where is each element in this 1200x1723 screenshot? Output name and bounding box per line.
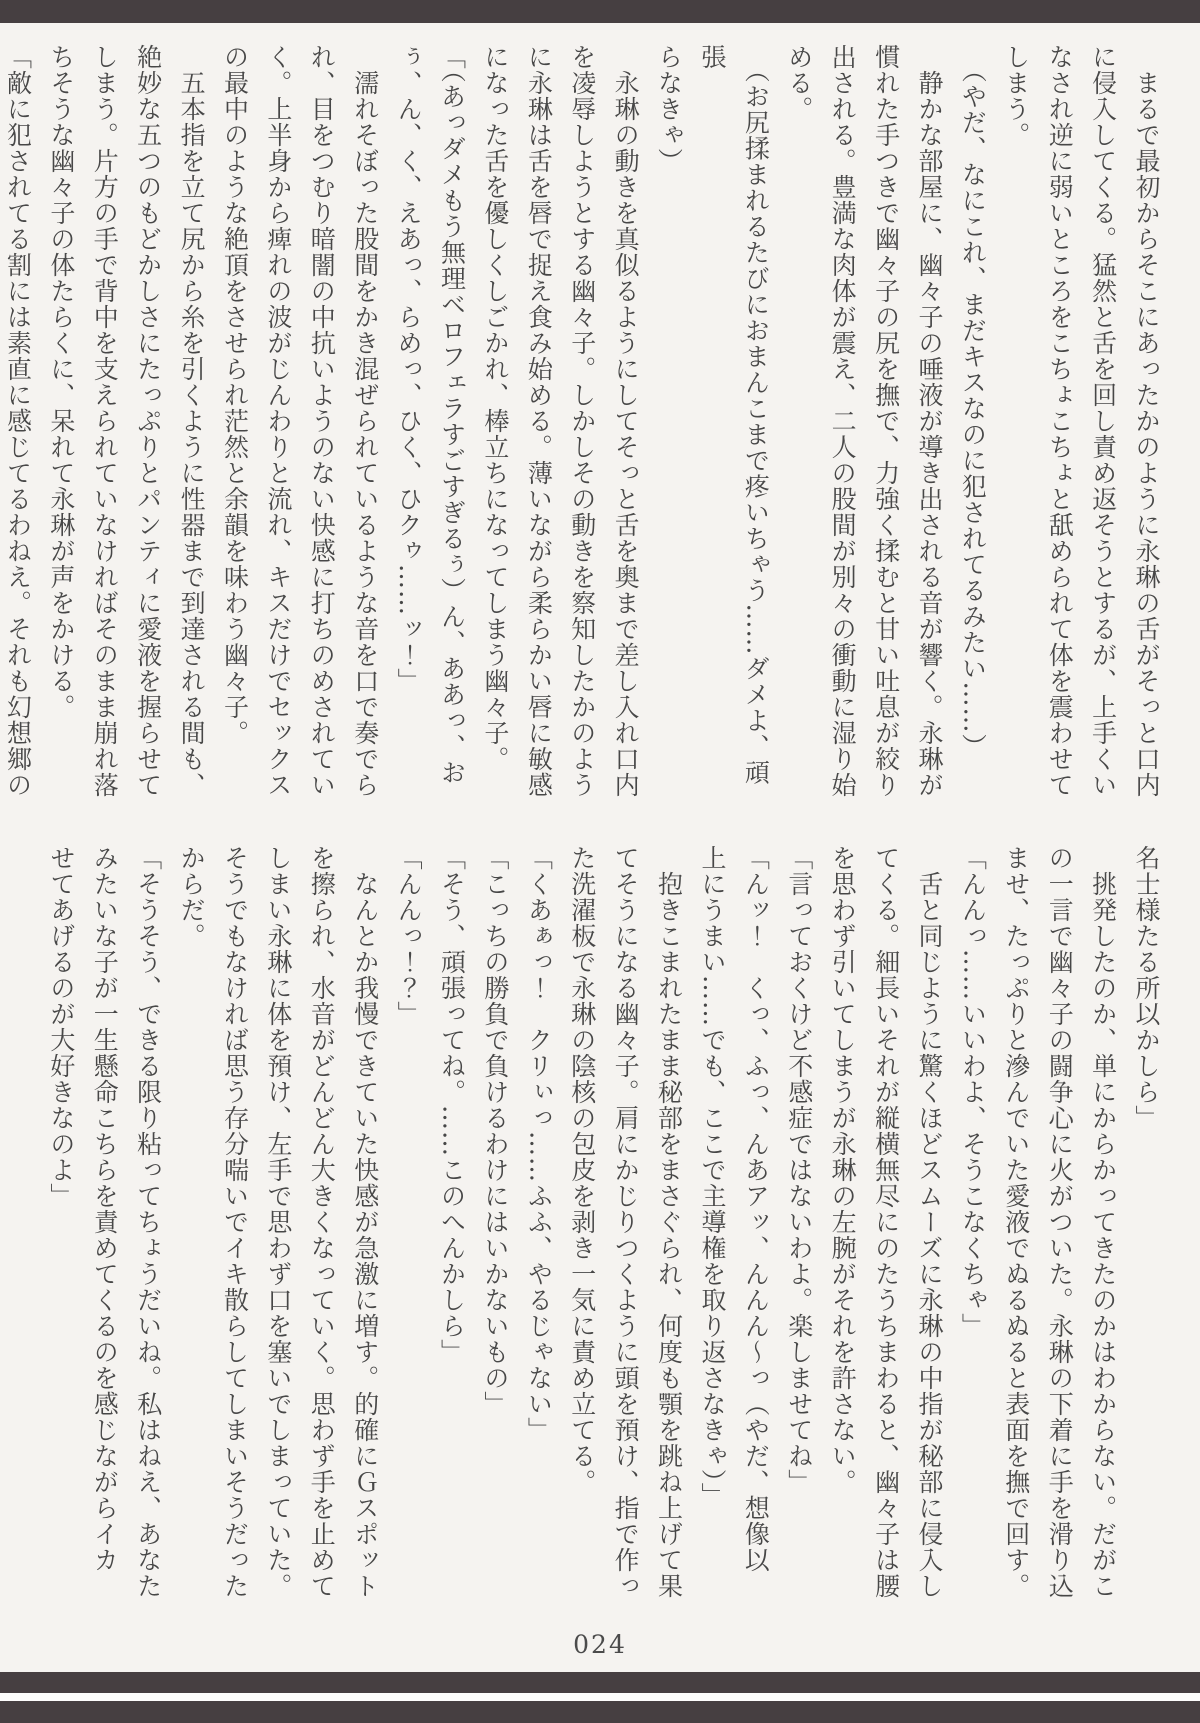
text-column: の一言で幽々子の闘争心に火がついた。永琳の下着に手を滑り込: [1045, 845, 1075, 1599]
page-number: 024: [573, 1630, 627, 1659]
text-column: 舌と同じように驚くほどスムーズに永琳の中指が秘部に侵入し: [914, 845, 944, 1599]
text-column: らなきゃ）: [654, 44, 684, 174]
bottom-edge-bar-upper: [0, 1672, 1200, 1693]
text-column: 上にうまい……でも、ここで主導権を取り返さなきゃ）」: [697, 845, 727, 1509]
text-column: 「言っておくけど不感症ではないわよ。楽しませてね」: [784, 845, 814, 1495]
text-column: （お尻揉まれるたびにおまんこまで疼いちゃう……ダメよ、頑張: [697, 44, 771, 786]
text-column: 挑発したのか、単にからかってきたのかはわからない。だがこ: [1088, 845, 1118, 1599]
bottom-text-block: [39, 845, 1168, 1605]
text-column: 静かな部屋に、幽々子の唾液が導き出される音が響く。永琳が: [914, 44, 944, 798]
text-column: める。: [784, 44, 814, 122]
text-column: まるで最初からそこにあったかのように永琳の舌がそっと口内: [1132, 44, 1161, 798]
text-column: 「んッ！ くっ、ふっ、んあアッ、んんん～っ（やだ、想像以: [741, 845, 771, 1573]
text-column: 「んんっ！？」: [394, 845, 424, 1027]
text-column: 「そうそう、できる限り粘ってちょうだいね。私はねえ、あなた: [133, 845, 163, 1599]
text-column: く。上半身から痺れの波がじんわりと流れ、キスだけでセックス: [263, 44, 293, 798]
text-column: （やだ、なにこれ、まだキスなのに犯されてるみたい……）: [958, 44, 988, 760]
text-column: なされ逆に弱いところをこちょこちょと舐められて体を震わせて: [1045, 44, 1075, 798]
text-column: 出される。豊満な肉体が震え、二人の股間が別々の衝動に湿り始: [828, 44, 858, 798]
text-column: 濡れそぼった股間をかき混ぜられているような音を口で奏でら: [350, 44, 380, 798]
bottom-edge-bar-lower: [0, 1701, 1200, 1723]
text-column: ませ、たっぷりと滲んでいた愛液でぬるぬると表面を撫で回す。: [1001, 845, 1031, 1599]
text-column: せてあげるのが大好きなのよ」: [46, 845, 76, 1209]
text-column: を擦られ、水音がどんどん大きくなっていく。思わず手を止めて: [307, 845, 337, 1599]
text-column: みたいな子が一生懸命こちらを責めてくるのを感じながらイカ: [90, 845, 120, 1573]
text-column: 絶妙な五つのもどかしさにたっぷりとパンティに愛液を握らせて: [133, 44, 163, 798]
text-column: からだ。: [177, 845, 207, 949]
text-column: 名士様たる所以かしら」: [1132, 845, 1161, 1131]
text-column: 「そう、頑張ってね。……このへんかしら」: [437, 845, 467, 1365]
top-text-block: [0, 44, 1168, 804]
top-edge-bar: [0, 0, 1200, 23]
text-column: れ、目をつむり暗闇の中抗いようのない快感に打ちのめされてい: [307, 44, 337, 798]
text-column: に永琳は舌を唇で捉え食み始める。薄いながら柔らかい唇に敏感: [524, 44, 554, 798]
text-column: てそうになる幽々子。肩にかじりつくように頭を預け、指で作っ: [611, 845, 641, 1599]
text-column: なんとか我慢できていた快感が急激に増す。的確にＧスポット: [350, 845, 380, 1599]
text-column: を思わず引いてしまうが永琳の左腕がそれを許さない。: [828, 845, 858, 1495]
text-column: 「（あっダメもう無理ベロフェラすごすぎるぅ）ん、ああっ、お: [437, 44, 467, 786]
text-column: 「んんっ……いいわよ、そうこなくちゃ」: [958, 845, 988, 1339]
text-column: 五本指を立て尻から糸を引くように性器まで到達される間も、: [177, 44, 207, 798]
text-column: 「くあぁっ！ クリぃっ……ふふ、やるじゃない」: [524, 845, 554, 1443]
bottom-edge-gap: [0, 1693, 1200, 1701]
text-column: 「こっちの勝負で負けるわけにはいかないもの」: [480, 845, 510, 1417]
text-column: しまう。片方の手で背中を支えられていなければそのまま崩れ落: [90, 44, 120, 798]
text-column: の最中のような絶頂をさせられ茫然と余韻を味わう幽々子。: [220, 44, 250, 746]
text-column: しまい永琳に体を預け、左手で思わず口を塞いでしまっていた。: [263, 845, 293, 1599]
text-column: になった舌を優しくしごかれ、棒立ちになってしまう幽々子。: [480, 44, 510, 772]
text-column: ちそうな幽々子の体たらくに、呆れて永琳が声をかける。: [46, 44, 76, 720]
text-column: ぅ、ん、く、えあっ、らめっ、ひく、ひクゥ……ッ！」: [394, 44, 424, 694]
text-column: てくる。細長いそれが縦横無尽にのたうちまわると、幽々子は腰: [871, 845, 901, 1599]
text-column: 永琳の動きを真似るようにしてそっと舌を奥まで差し入れ口内: [611, 44, 641, 798]
text-column: しまう。: [1001, 44, 1031, 148]
text-column: 慣れた手つきで幽々子の尻を撫で、力強く揉むと甘い吐息が絞り: [871, 44, 901, 798]
text-column: 「敵に犯されてる割には素直に感じてるわねえ。それも幻想郷の: [3, 44, 33, 798]
text-column: 抱きこまれたまま秘部をまさぐられ、何度も顎を跳ね上げて果: [654, 845, 684, 1599]
text-column: た洗濯板で永琳の陰核の包皮を剥き一気に責め立てる。: [567, 845, 597, 1495]
text-column: そうでもなければ思う存分喘いでイキ散らしてしまいそうだった: [220, 845, 250, 1599]
text-column: を凌辱しようとする幽々子。しかしその動きを察知したかのよう: [567, 44, 597, 798]
text-column: に侵入してくる。猛然と舌を回し責め返そうとするが、上手くい: [1088, 44, 1118, 798]
